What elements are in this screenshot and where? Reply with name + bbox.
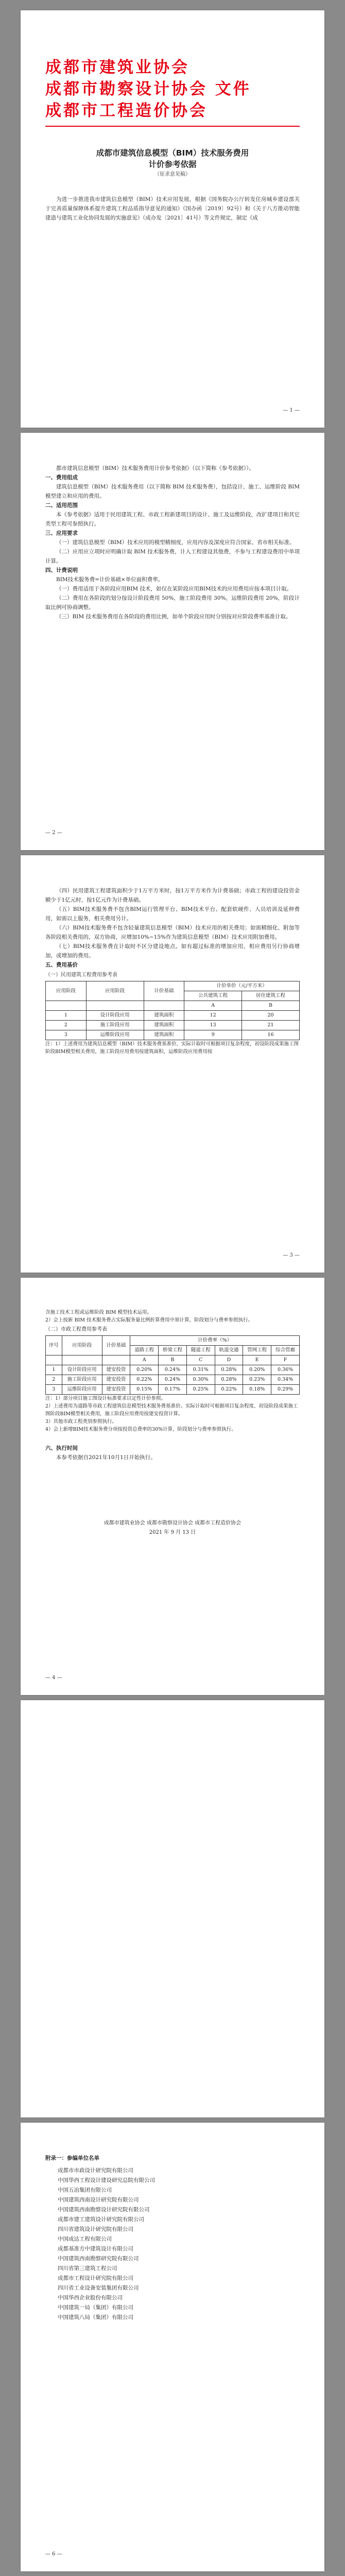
table-cell: 施工阶段应用	[62, 1375, 102, 1385]
table-row	[46, 1021, 300, 1030]
issuer-line-1: 成都市建筑业协会	[45, 58, 189, 77]
appendix-title: 附录一：参编单位名单	[45, 2155, 99, 2161]
table-cell: 设计阶段应用	[62, 1365, 102, 1375]
table-cell: 建筑面积	[144, 1030, 184, 1040]
table-1-note-cont: 含施工技术工程或运维阶段 BIM 模型技术运用。	[45, 1310, 152, 1315]
table-cell: 0.20%	[130, 1365, 159, 1375]
table-cell: 0.24%	[159, 1375, 187, 1385]
table-header: 计价单价（元/平方米）	[184, 981, 300, 991]
page-6	[21, 2123, 324, 2571]
table-col-letter: F	[271, 1355, 300, 1365]
table-cell: 0.20%	[243, 1365, 271, 1375]
table-header: 计价基础	[102, 1336, 130, 1355]
section-2-text: 本《参考依据》适用于民用建筑工程、市政工程新建项目的设计、施工及运维阶段，改扩建项目和其它类型工程可参照执行。	[45, 512, 300, 527]
list-item: 中国成达工程有限公司	[58, 2236, 112, 2242]
table-cell: 0.22%	[130, 1375, 159, 1385]
table-cell: 0.25%	[186, 1385, 215, 1395]
table-header: 道路工程	[130, 1346, 159, 1355]
section-heading-3: 三、应用要求	[45, 530, 78, 536]
table-cell: 建安投资	[102, 1375, 130, 1385]
table-row	[46, 1011, 300, 1021]
section-3-item-1: （一）建筑信息模型（BIM）技术应用的模型精细度，应用内容及深度应符合国家、省市相关标准。	[56, 539, 295, 546]
section-4-item-1: （一）费用适用于各阶段应用BIM 技术，如仅在某阶段应用BIM技术的应用费用应按本项目计取。	[56, 586, 292, 592]
section-heading-4: 四、计费说明	[45, 567, 78, 573]
issue-date: 2021 年 9 月 13 日	[149, 1530, 196, 1535]
table-cell: 9	[184, 1030, 242, 1040]
table-cell: 0.17%	[159, 1385, 187, 1395]
page-1	[21, 10, 324, 428]
section-heading-1: 一、费用组成	[45, 474, 78, 481]
table-col-letter: B	[242, 1001, 300, 1011]
list-item: 成都基准方中建筑设计有限公司	[58, 2246, 133, 2252]
page-number: — 1 —	[283, 408, 300, 413]
table-1-note: 注：1）上述费用为建筑信息模型（BIM）技术服务费基准价，实际计取时可根据项目复杂程度，初设阶段成果施工图阶段BIM模型相关费用，施工阶段应用费用按建筑面积，运维阶段应用费用按	[45, 1041, 299, 1055]
table-cell: 0.31%	[186, 1365, 215, 1375]
section-4-item-7: （七）BIM技术服务费在计取时不区分建设地点。如有超过标准的增加应用，相应费用另行协商增加，或增加的费用。	[45, 943, 300, 959]
table-cell: 16	[242, 1030, 300, 1040]
table-row	[46, 1375, 300, 1385]
table-2-note-4: 4）会上新增BIM技术服务费分项按投资总费率的30%计算，阶段划分与费率参照执行。	[45, 1427, 236, 1432]
table-cell: 0.34%	[271, 1375, 300, 1385]
page-4	[21, 1278, 324, 1695]
table-col-letter: B	[159, 1355, 187, 1365]
table-cell: 建筑面积	[144, 1011, 184, 1021]
page-number: — 2 —	[45, 830, 62, 836]
list-item: 中国建筑西南勘察设计研究院有限公司	[58, 2207, 150, 2213]
list-item: 中国建筑八局（集团）有限公司	[58, 2314, 133, 2320]
table-1-note-2: 2）会上按新 BIM 技术服务费占实际服务量比例折算费用中须计算，阶段划分与费率参照执行。	[45, 1317, 253, 1323]
section-4-item-2: （二）费用在各阶段的划分按设计阶段费用 50%，施工阶段费用 30%，运维阶段费用 20%，阶段计取比例可协商调整。	[45, 595, 300, 611]
table-header: 居住建筑工程	[242, 991, 300, 1001]
list-item: 中国建筑一局（集团）有限公司	[58, 2304, 133, 2311]
table-cell: 1	[46, 1011, 87, 1021]
table-cell: 1	[46, 1365, 62, 1375]
page-number: — 6 —	[45, 2551, 62, 2557]
doc-title-line-2: 计价参考依据	[148, 160, 197, 169]
table-cell: 3	[46, 1385, 62, 1395]
list-item: 中国华西工程设计建设研究总院有限公司	[58, 2177, 155, 2183]
list-item: 四川省工业设备安装集团有限公司	[58, 2285, 139, 2291]
table-2-note-3: 3）其他市政工程类别参照执行。	[45, 1419, 117, 1425]
table-col-letter: D	[215, 1355, 243, 1365]
table-2-note-2: 2）上述费用为道路等市政工程建筑信息模型技术服务费基准价。实际计取时可根据项目复杂程度、初设阶段成果施工图阶段BIM模型相关费用，施工阶段应用费用按建安投资计算。	[45, 1403, 298, 1417]
issuer-line-3: 成都市工程造价协会	[45, 101, 208, 120]
table-col-letter: C	[186, 1355, 215, 1365]
table-cell: 运维阶段应用	[86, 1030, 144, 1040]
table-cell: 0.29%	[271, 1385, 300, 1395]
intro-paragraph: 为进一步推进我市建筑信息模型（BIM）技术应用发展，根据《国务院办公厅转发住房城乡建设部关于完善质量保障体系提升建筑工程品质指导意见的通知》（国办函〔2019〕92号）和《关于八方推动智能建造与建筑工业化协同发展的实施意见》（成办发〔2021〕41号）等文件规定，制定《成	[45, 196, 300, 221]
table-row	[46, 1385, 300, 1395]
table-cell: 0.24%	[159, 1365, 187, 1375]
table-col-letter: A	[184, 1001, 242, 1011]
table-cell: 0.22%	[215, 1385, 243, 1395]
table-cell: 施工阶段应用	[86, 1021, 144, 1030]
table-cell: 0.23%	[243, 1375, 271, 1385]
table-header: 计价基础	[144, 981, 184, 1001]
list-item: 四川省建筑设计研究院有限公司	[58, 2226, 133, 2232]
table-cell: 建筑面积	[144, 1021, 184, 1030]
table-header: 应用阶段	[86, 981, 144, 1001]
section-1-text: 建筑信息模型（BIM）技术服务费用（以下简称 BIM 技术服务费），包括设计、施工、运维阶段 BIM 模型建立和应用的费用。	[45, 484, 300, 499]
section-4-item-6: （六）BIM技术服务费不包含轻量建筑信息模型（BIM）技术应用的相关费用；如需精细化、附加等各阶段相关费用的，双方协商，应增加10%~15%作为建筑信息模型（BIM）技术应用附加费用。	[45, 925, 300, 940]
table-header: 轨道交通	[215, 1346, 243, 1355]
table-2-note-1: 注：1）部分项目施工图设计标准要求以定性计价参照。	[45, 1396, 166, 1401]
intro-continued: 都市建筑信息模型（BIM）技术服务费用计价参考依据》（以下简称《参考依据》）。	[56, 465, 254, 471]
section-4-item-4: （四）民用建筑工程建筑面积少于1万平方米时，按1万平方米作为计费基础；市政工程的建设投资金额少于1亿元时，按1亿元作为计费基础。	[45, 888, 300, 903]
table-cell: 2	[46, 1021, 87, 1030]
issuer-line-2: 成都市勘察设计协会 文件	[45, 80, 251, 98]
list-item: 中国建筑西南设计研究院有限公司	[58, 2197, 139, 2203]
list-item: 中国五冶集团有限公司	[58, 2187, 112, 2193]
table-cell: 20	[242, 1011, 300, 1021]
list-item: 中国建筑西南勘察研究院有限公司	[58, 2256, 139, 2262]
table-header: 应用阶段	[46, 981, 87, 1001]
table-cell: 0.28%	[215, 1375, 243, 1385]
section-4-formula: BIM技术服务费=计价基础×单位面积费率。	[56, 577, 164, 583]
table-col-letter: E	[243, 1355, 271, 1365]
table-cell: 建安投资	[102, 1385, 130, 1395]
page-number: — 4 —	[45, 1675, 62, 1681]
civil-fee-table	[45, 981, 300, 1040]
page-5-blank	[21, 1700, 324, 2117]
list-item: 中国华西企业股份有限公司	[58, 2295, 123, 2301]
table-row	[46, 1365, 300, 1375]
table-2-caption: （二）市政工程费用参考表	[45, 1327, 107, 1332]
section-3-item-2: （二）应用应立项时应明确计取 BIM 技术服务费，计入工程建设其他费，不参与工程建设费用中单项计算。	[45, 549, 300, 564]
section-6-text: 本参考依据自2021年10月1日开始执行。	[56, 1454, 156, 1461]
table-cell: 0.28%	[215, 1365, 243, 1375]
list-item: 成都市建工建筑设计研究院有限公司	[58, 2216, 144, 2223]
table-1-caption: （一）民用建筑工程费用参考表	[45, 972, 117, 978]
table-cell: 21	[242, 1021, 300, 1030]
table-header: 综合管廊	[271, 1346, 300, 1355]
table-cell: 0.18%	[243, 1385, 271, 1395]
municipal-fee-table	[45, 1335, 300, 1395]
list-item: 成都市工程设计研究院有限公司	[58, 2275, 133, 2281]
list-item: 四川省第三建筑工程公司	[58, 2265, 117, 2272]
table-row	[46, 1030, 300, 1040]
page-number: — 3 —	[283, 1252, 300, 1258]
table-cell: 0.15%	[130, 1385, 159, 1395]
table-cell: 2	[46, 1375, 62, 1385]
table-cell: 0.30%	[186, 1375, 215, 1385]
section-4-item-5: （五）BIM技术服务费不包含BIM运行管理平台、BIM技术平台、配套软硬件、人员培训及延伸费用，如需以上服务，相关费用另计。	[45, 906, 300, 922]
table-header: 序号	[46, 1336, 62, 1355]
table-cell: 13	[184, 1021, 242, 1030]
section-heading-2: 二、适用范围	[45, 502, 78, 509]
section-heading-6: 六、执行时间	[45, 1445, 78, 1451]
table-col-letter: A	[130, 1355, 159, 1365]
table-cell: 12	[184, 1011, 242, 1021]
section-4-item-3: （三）BIM 技术服务费用在各阶段的费用比例，如单个阶段应用时分别按对应阶段费率基准计取。	[56, 614, 291, 620]
page-2	[21, 433, 324, 850]
table-cell: 0.36%	[271, 1365, 300, 1375]
table-cell: 运维阶段应用	[62, 1385, 102, 1395]
page-3	[21, 855, 324, 1273]
doc-subtitle: （征求意见稿）	[154, 172, 191, 177]
table-header: 计价费率（%）	[130, 1336, 300, 1346]
table-header: 隧道工程	[186, 1346, 215, 1355]
table-cell: 建安投资	[102, 1365, 130, 1375]
table-header: 管网工程	[243, 1346, 271, 1355]
list-item: 成都市市政设计研究院有限公司	[58, 2167, 133, 2174]
table-cell: 设计阶段应用	[86, 1011, 144, 1021]
table-header: 公共建筑工程	[184, 991, 242, 1001]
table-cell: 3	[46, 1030, 87, 1040]
table-header: 桥梁工程	[159, 1346, 187, 1355]
section-heading-5: 五、费用基价	[45, 962, 78, 968]
issuer-signature: 成都市建筑业协会 成都市勘察设计协会 成都市工程造价协会	[104, 1520, 242, 1526]
doc-title-line-1: 成都市建筑信息模型（BIM）技术服务费用	[96, 148, 249, 158]
table-header: 应用阶段	[62, 1336, 102, 1355]
